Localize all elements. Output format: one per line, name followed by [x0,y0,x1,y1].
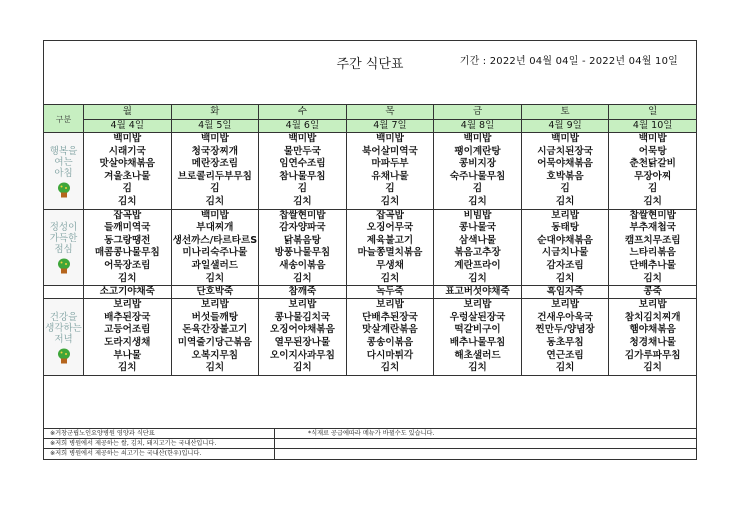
date-header: 4월 7일 [346,120,434,133]
meal-label: 아침 [54,167,73,179]
menu-item: 북어살미역국 [362,145,418,157]
menu-item: 콩비지장 [458,158,497,170]
menu-item: 부나물 [113,349,142,361]
menu-cell [609,133,697,210]
menu-item: 햄야채볶음 [629,324,676,336]
meal-label: 생각하는 [45,322,82,334]
menu-cell [259,299,347,376]
menu-item: 시금치나물 [541,247,589,259]
weekly-menu-table [43,104,697,376]
menu-item: 시금치된장국 [537,145,593,157]
potted-plant-icon [57,348,71,364]
menu-item: 춘천닭갈비 [629,158,676,170]
menu-item: 제육불고기 [366,234,414,246]
menu-cell [434,133,522,210]
menu-item: 삼색나물 [458,234,497,246]
date-header: 4월 4일 [84,120,172,133]
menu-item: 열무된장나물 [274,336,331,348]
date-header: 4월 6일 [259,120,347,133]
menu-item: 백미밥 [113,133,142,144]
meal-label: 점심 [54,244,73,256]
menu-item: 찹쌀현미밥 [279,209,326,221]
menu-item: 배추된장국 [104,311,151,323]
note-line [43,439,697,450]
menu-item: 콩나물국 [458,222,497,234]
menu-item: 김치 [380,362,400,374]
menu-item: 동그랑땡전 [104,234,151,246]
menu-item: 청국장찌개 [191,145,239,157]
menu-item: 김치 [293,362,312,374]
porridge-label-cell [44,286,84,299]
meal-label: 여는 [54,156,73,168]
menu-cell [346,209,434,286]
menu-item: 우렁살된장국 [449,311,506,323]
menu-item: 김치 [380,195,400,207]
porridge-item: 참깨죽 [259,286,347,299]
menu-item: 방풍나물무침 [274,247,331,259]
menu-item: 백미밥 [638,133,667,144]
menu-item: 보리밥 [288,299,317,311]
menu-cell [259,209,347,286]
menu-item: 참치김치찌개 [624,311,681,323]
page-title: 주간 식단표 [336,57,404,72]
breakfast-row [44,133,697,210]
menu-item: 김치 [293,195,312,207]
menu-item: 매콤콩나물무침 [94,247,160,259]
menu-item: 콩나물김치국 [274,311,331,323]
menu-item: 잡곡밥 [113,209,142,221]
day-header: 화 [171,105,259,120]
menu-item: 잡곡밥 [376,209,404,221]
menu-item: 숙주나물무침 [449,170,506,182]
date-header: 4월 8일 [434,120,522,133]
menu-item: 찐만두/양념장 [535,324,595,336]
menu-item: 김치 [643,272,662,284]
menu-cell [521,299,609,376]
menu-item: 맛살야채볶음 [99,158,156,170]
note-text: ※저희 병원에서 제공하는 쌀, 김치, 돼지고기는 국내산입니다. [50,439,275,449]
menu-cell [171,133,259,210]
menu-item: 도라지생채 [104,336,151,348]
menu-item: 미역줄기당근볶음 [177,336,252,348]
menu-cell [171,209,259,286]
lunch-row [44,209,697,286]
menu-item: 김 [648,183,658,195]
note-text: *식재료 공급에따라 메뉴가 바뀔수도 있습니다. [308,430,435,437]
menu-item: 김 [472,183,483,195]
porridge-item: 콩죽 [609,286,697,299]
menu-item: 겨울초나물 [104,170,151,182]
menu-item: 임연수조림 [279,158,326,170]
porridge-item: 표고버섯야채죽 [434,286,522,299]
day-header: 일 [609,105,697,120]
menu-cell [84,133,172,210]
menu-item: 오복지무침 [191,349,239,361]
date-header: 4월 10일 [609,120,697,133]
menu-item: 떡갈비구이 [454,324,501,336]
menu-cell [84,299,172,376]
menu-item: 김치 [205,195,225,207]
menu-item: 유채나물 [371,170,409,182]
potted-plant-icon [57,258,71,274]
menu-cell [609,299,697,376]
meal-label: 가득한 [49,233,78,245]
menu-item: 부추재첩국 [629,222,676,234]
menu-item: 어묵야채볶음 [537,158,593,170]
menu-item: 김치 [380,272,400,284]
menu-item: 김치 [205,362,225,374]
menu-item: 김 [385,183,395,195]
menu-cell [346,299,434,376]
menu-item: 돈육간장불고기 [182,324,248,336]
date-header: 4월 5일 [171,120,259,133]
menu-item: 들깨미역국 [104,222,151,234]
menu-item: 보리밥 [551,299,579,311]
meal-label: 저녁 [54,333,73,345]
menu-item: 김치 [555,362,575,374]
menu-item: 김 [122,183,132,195]
date-row [44,120,697,133]
menu-cell [521,209,609,286]
menu-item: 무장아찌 [634,170,672,182]
menu-item: 김 [297,183,308,195]
meal-label: 행복을 [49,145,78,157]
menu-item: 찹쌀현미밥 [629,209,676,221]
porridge-row [44,286,697,299]
day-header: 목 [346,105,434,120]
menu-item: 보리밥 [463,299,492,311]
menu-item: 배추나물무침 [449,336,506,348]
potted-plant-icon [57,182,71,198]
meal-label-cell [44,133,84,210]
menu-item: 미나리숙주나물 [182,247,248,259]
weekday-row [44,105,697,120]
menu-item: 감자양파국 [279,222,326,234]
menu-cell [346,133,434,210]
menu-item: 고등어조림 [104,324,151,336]
menu-item: 김치 [293,272,312,284]
menu-item: 백미밥 [551,133,579,144]
menu-item: 해초샐러드 [454,349,501,361]
menu-item: 버섯들깨탕 [191,311,239,323]
day-header: 토 [521,105,609,120]
menu-cell [259,133,347,210]
menu-item: 시래기국 [108,145,146,157]
menu-item: 연근조림 [546,349,584,361]
period-text: 기간 : 2022년 04월 04일 - 2022년 04월 10일 [459,56,678,67]
note-line [43,449,697,460]
menu-item: 콩송이볶음 [366,336,414,348]
menu-cell [171,299,259,376]
menu-item: 마파두부 [371,158,409,170]
menu-item: 과일샐러드 [191,259,239,271]
menu-item: 브로콜리두부무침 [177,170,252,182]
menu-item: 보리밥 [200,299,229,311]
menu-item: 청경채나물 [629,336,676,348]
menu-item: 김치 [118,195,137,207]
menu-item: 계란프라이 [454,259,501,271]
corner-label: 구분 [44,105,84,133]
day-header: 월 [84,105,172,120]
meal-label-cell [44,209,84,286]
menu-item: 동태탕 [551,222,579,234]
menu-cell [609,209,697,286]
note-line [43,428,697,439]
notes-section [43,428,697,460]
menu-item: 다시마튀각 [366,349,414,361]
note-text: ※거창군립노인요양병원 영양과 식단표 [50,429,275,438]
meal-label: 건강을 [49,311,78,323]
menu-item: 호박볶음 [546,170,584,182]
menu-item: 맛살계란볶음 [362,324,418,336]
menu-item: 단배추된장국 [362,311,418,323]
menu-item: 보리밥 [551,209,579,221]
menu-item: 김치 [205,272,225,284]
note-text: ※저희 병원에서 제공하는 쇠고기는 국내산(한우)입니다. [50,449,275,459]
menu-item: 감자조림 [546,259,584,271]
menu-item: 보리밥 [638,299,667,311]
menu-item: 백미밥 [376,133,404,144]
menu-item: 오징어무국 [366,222,414,234]
day-header: 금 [434,105,522,120]
porridge-item: 흑임자죽 [521,286,609,299]
menu-item: 단배추나물 [629,259,676,271]
menu-item: 김 [210,183,220,195]
menu-item: 참나물무침 [279,170,326,182]
dinner-row [44,299,697,376]
menu-cell [434,299,522,376]
menu-item: 오징어야채볶음 [269,324,335,336]
menu-item: 김치 [555,195,575,207]
menu-cell [434,209,522,286]
menu-item: 닭볶음탕 [283,234,321,246]
menu-item: 어묵장조림 [104,259,151,271]
menu-item: 김치 [468,272,487,284]
menu-item: 김치 [118,272,137,284]
menu-item: 김치 [643,362,662,374]
menu-item: 순대야채볶음 [537,234,593,246]
menu-item: 김가루파무침 [624,349,681,361]
menu-cell [84,209,172,286]
menu-item: 김치 [555,272,575,284]
menu-item: 김치 [118,362,137,374]
menu-item: 비빔밥 [463,209,492,221]
menu-item: 무생채 [376,259,404,271]
menu-item: 오이지사과무침 [269,349,335,361]
menu-item: 보리밥 [376,299,404,311]
menu-cell [521,133,609,210]
menu-item: 메란장조림 [191,158,239,170]
menu-item: 김치 [643,195,662,207]
porridge-item: 소고기야채죽 [84,286,172,299]
menu-item: 생선까스/타르타르S [172,234,258,246]
meal-label-cell [44,299,84,376]
menu-item: 김치 [468,195,487,207]
menu-item: 보리밥 [113,299,142,311]
menu-item: 건새우아욱국 [537,311,593,323]
day-header: 수 [259,105,347,120]
date-header: 4월 9일 [521,120,609,133]
menu-item: 새송이볶음 [279,259,326,271]
menu-item: 백미밥 [200,133,229,144]
menu-item: 마늘쫑멸치볶음 [357,247,423,259]
menu-item: 백미밥 [200,209,229,221]
menu-item: 어묵탕 [638,145,667,157]
meal-label: 정성이 [49,222,78,234]
menu-item: 부대찌개 [196,222,234,234]
menu-item: 동초무침 [546,336,584,348]
menu-item: 볶음고추장 [454,247,501,259]
menu-item: 팽이계란탕 [454,145,501,157]
menu-item: 김 [560,183,570,195]
porridge-item: 단호박죽 [171,286,259,299]
menu-item: 백미밥 [288,133,317,144]
menu-item: 김치 [468,362,487,374]
menu-item: 캠프치무조림 [624,234,681,246]
porridge-item: 녹두죽 [346,286,434,299]
menu-item: 백미밥 [463,133,492,144]
menu-item: 물만두국 [283,145,321,157]
menu-item: 느타리볶음 [629,247,676,259]
